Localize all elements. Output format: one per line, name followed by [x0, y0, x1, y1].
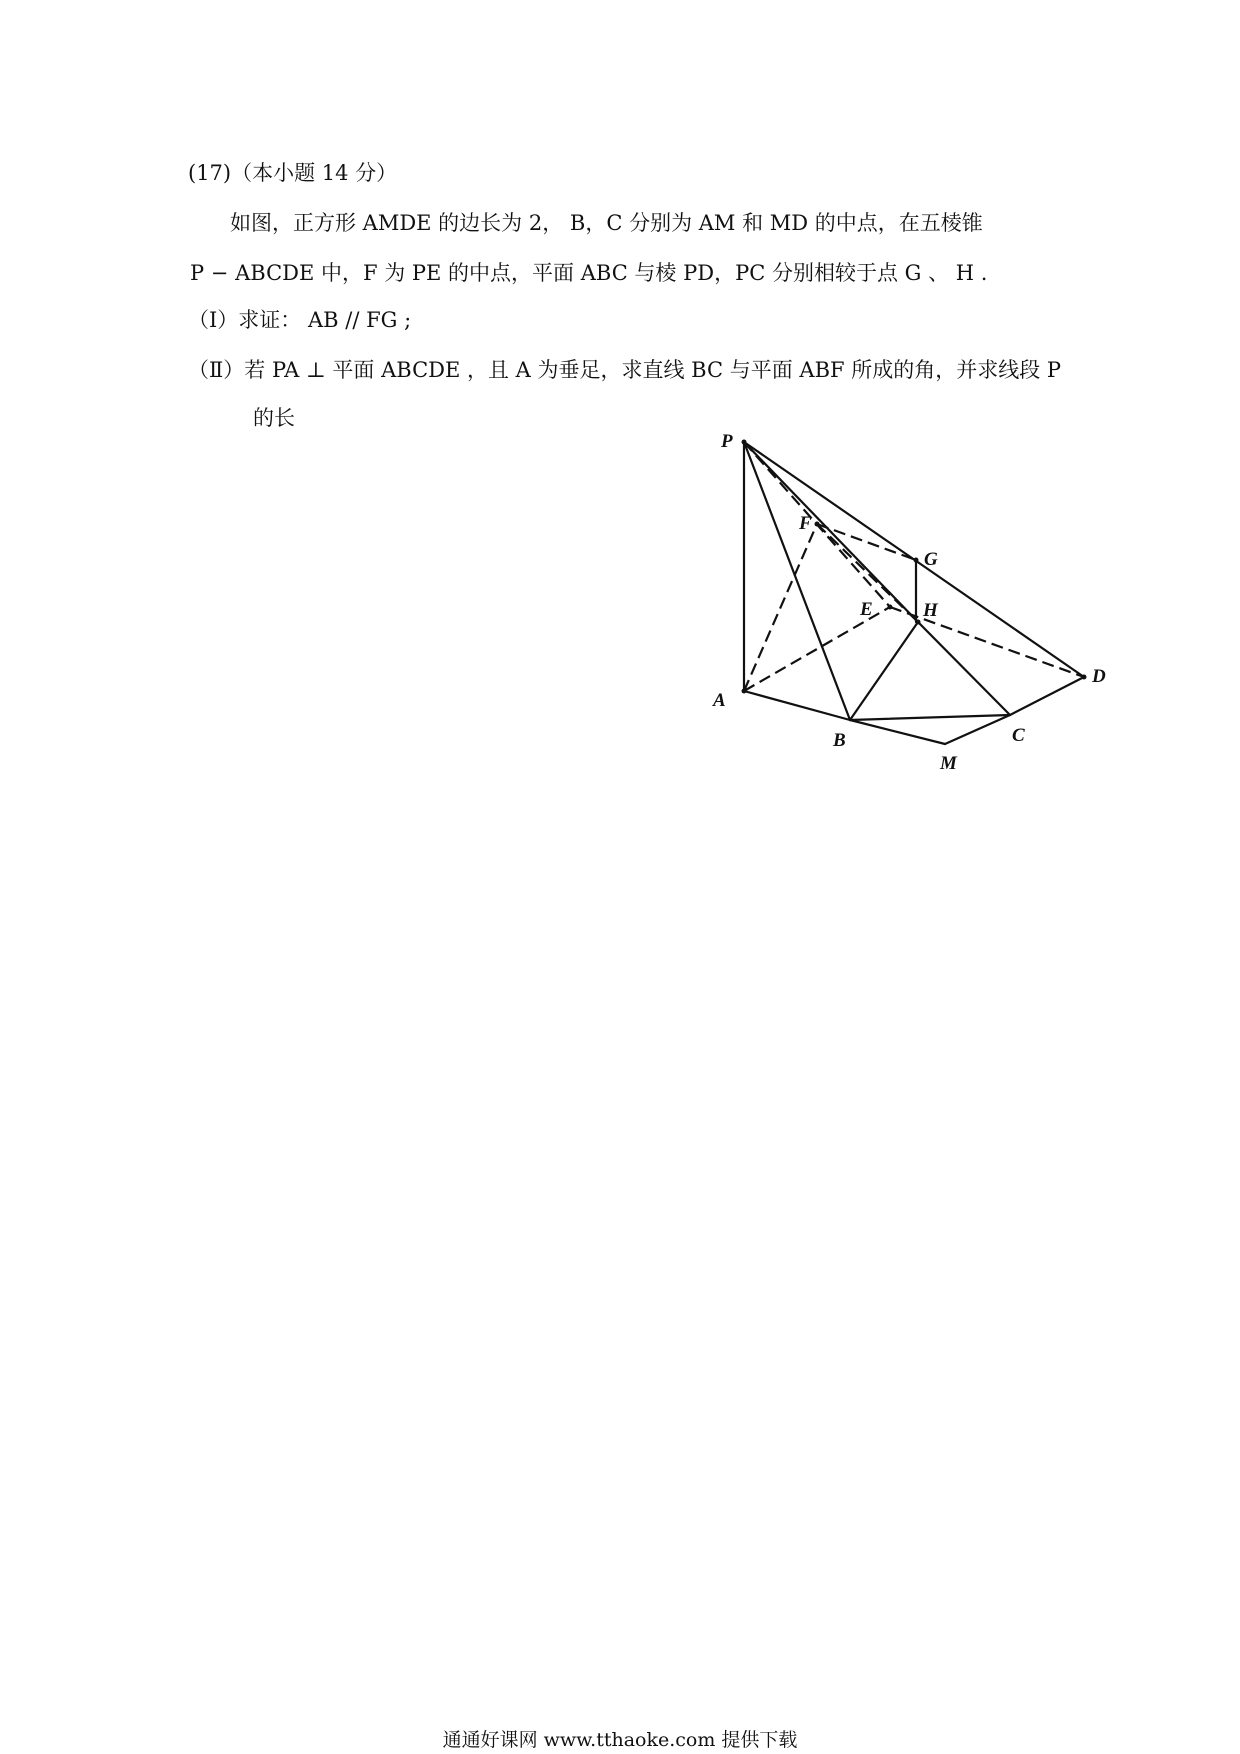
edge-MC — [945, 715, 1010, 744]
problem-part-2-line-1: （Ⅱ）若 PA ⊥ 平面 ABCDE ，且 A 为垂足，求直线 BC 与平面 ABF 所成的角，并求线段 P — [188, 358, 1062, 382]
edge-HC — [918, 622, 1010, 715]
edge-BC — [850, 715, 1010, 720]
point-D — [1082, 675, 1087, 680]
problem-heading: (17)（本小题 14 分） — [188, 161, 398, 185]
label-A: A — [713, 690, 726, 711]
edge-ED — [890, 607, 1084, 677]
label-B: B — [833, 730, 846, 751]
edge-AB — [744, 691, 850, 720]
point-H — [916, 620, 921, 625]
label-C: C — [1012, 725, 1025, 746]
edge-CD — [1010, 677, 1084, 715]
point-E — [888, 605, 893, 610]
edge-HB — [850, 622, 918, 720]
label-H: H — [923, 600, 938, 621]
edge-BM — [850, 720, 945, 744]
label-G: G — [924, 549, 938, 570]
pyramid-diagram — [700, 420, 1160, 800]
pyramid-figure — [700, 420, 1160, 800]
footer-credit: 通通好课网 www.tthaoke.com 提供下载 — [442, 1729, 798, 1751]
edge-PB — [744, 442, 850, 720]
problem-intro-line-1: 如图，正方形 AMDE 的边长为 2， B，C 分别为 AM 和 MD 的中点，在五棱锥 — [230, 211, 983, 235]
label-M: M — [940, 753, 957, 774]
point-P — [742, 440, 747, 445]
point-F — [815, 522, 820, 527]
problem-part-1: （Ⅰ）求证： AB // FG ; — [188, 308, 412, 332]
point-A — [742, 689, 747, 694]
problem-intro-line-2: P − ABCDE 中，F 为 PE 的中点，平面 ABC 与棱 PD，PC 分别相较于点 G 、 H . — [190, 261, 988, 285]
label-D: D — [1092, 666, 1106, 687]
problem-part-2-line-2: 的长 — [253, 406, 295, 430]
label-P: P — [721, 431, 733, 452]
point-G — [914, 558, 919, 563]
edge-PH — [744, 442, 918, 622]
label-E: E — [860, 599, 873, 620]
label-F: F — [799, 513, 812, 534]
